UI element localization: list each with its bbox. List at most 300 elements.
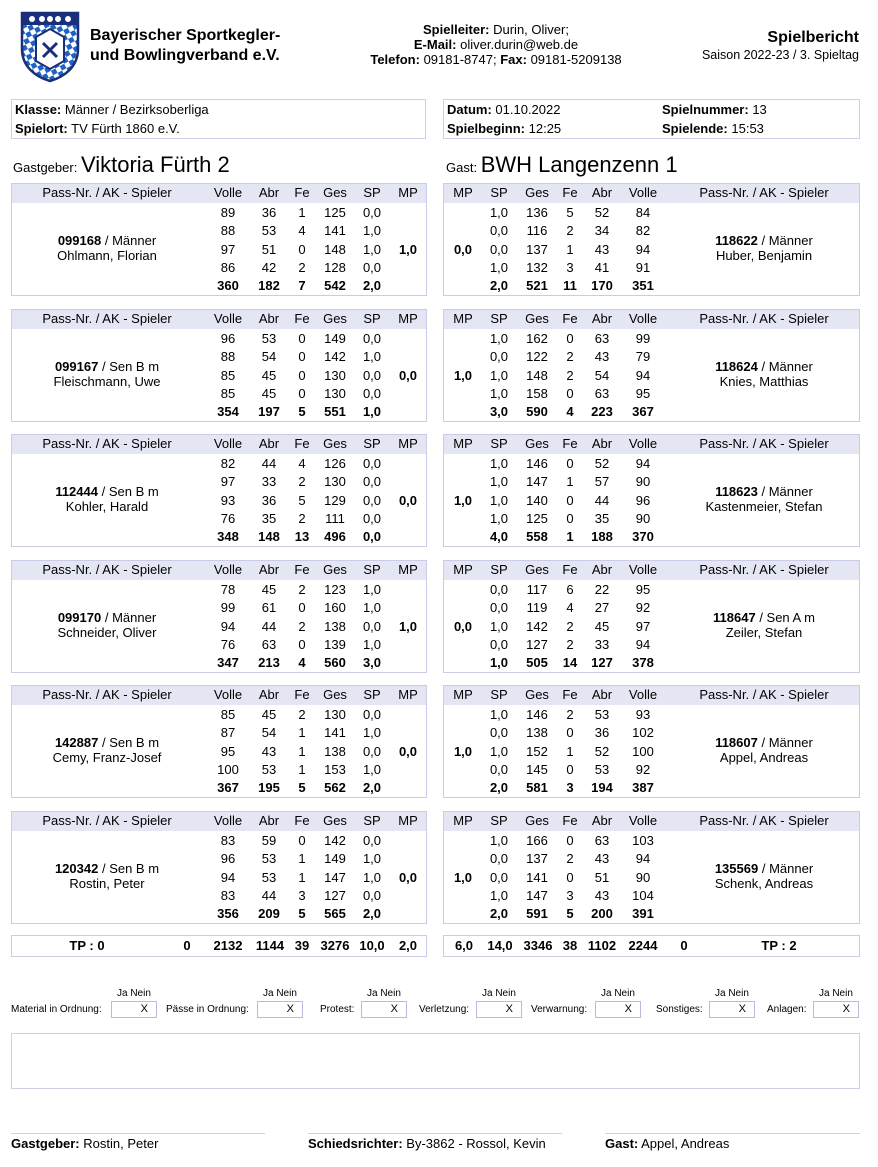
score-total-fe: 4 (298, 655, 306, 671)
score-cell-fe: 0 (566, 456, 574, 471)
score-total-abr: 209 (258, 906, 280, 922)
score-cell-fe: 0 (298, 349, 306, 365)
score-cell-sp: 0,0 (362, 259, 382, 275)
home-player-block (11, 560, 427, 673)
score-cell-sp: 0,0 (489, 851, 509, 867)
score-cell-fe: 4 (298, 223, 306, 239)
player-info (669, 359, 859, 389)
column-header-mp: MP (453, 562, 473, 577)
check-label: Anlagen: (767, 1004, 807, 1015)
leader-value: Durin, Oliver; (493, 22, 569, 37)
score-cell-fe: 0 (566, 492, 574, 508)
check-box[interactable]: X (476, 1001, 522, 1018)
home-tp: TP : 0 (69, 938, 105, 953)
column-header-volle: Volle (628, 813, 658, 828)
score-cell-volle: 90 (635, 869, 651, 885)
score-total-ges: 581 (526, 780, 548, 796)
column-header-ges: Ges (525, 311, 549, 326)
away-player-block (443, 811, 860, 924)
score-cell-ges: 147 (526, 474, 548, 490)
score-cell-ges: 138 (526, 725, 548, 741)
score-cell-abr: 43 (594, 241, 610, 257)
score-cell-fe: 3 (298, 887, 306, 903)
score-cell-abr: 52 (594, 743, 610, 759)
score-cell-sp: 0,0 (362, 456, 382, 471)
score-cell-fe: 2 (298, 582, 306, 597)
score-cell-sp: 0,0 (362, 743, 382, 759)
away-total-ges: 3346 (523, 938, 553, 953)
score-cell-sp: 1,0 (489, 367, 509, 383)
player-pass-number: 099168 (57, 233, 102, 248)
score-cell-sp: 0,0 (489, 600, 509, 616)
datum-value: 01.10.2022 (495, 102, 561, 117)
date-time-box (443, 99, 860, 139)
score-cell-ges: 126 (324, 456, 346, 471)
score-cell-ges: 152 (526, 743, 548, 759)
yes-no-header: Ja Nein (601, 988, 635, 999)
score-cell-sp: 1,0 (362, 851, 382, 867)
player-info (12, 233, 202, 263)
column-header-ges: Ges (323, 185, 347, 200)
check-label: Sonstiges: (656, 1004, 703, 1015)
score-cell-sp: 1,0 (489, 618, 509, 634)
home-total-sp: 10,0 (359, 938, 385, 953)
score-cell-fe: 2 (566, 851, 574, 867)
score-cell-ges: 130 (324, 707, 346, 722)
away-total-zero: 0 (680, 938, 688, 953)
score-cell-volle: 85 (220, 385, 236, 401)
home-total-zero: 0 (183, 938, 191, 953)
yes-no-header: Ja Nein (819, 988, 853, 999)
yes-no-header: Ja Nein (715, 988, 749, 999)
score-cell-abr: 42 (261, 259, 277, 275)
score-cell-volle: 94 (635, 456, 651, 471)
score-total-volle: 347 (217, 655, 239, 671)
score-cell-sp: 1,0 (362, 869, 382, 885)
score-cell-ges: 128 (324, 259, 346, 275)
column-header-abr: Abr (591, 687, 613, 702)
home-signature-value: Rostin, Peter (83, 1136, 159, 1151)
check-label: Verwarnung: (531, 1004, 588, 1015)
column-header-mp: MP (398, 436, 418, 451)
score-total-volle: 367 (217, 780, 239, 796)
column-header-abr: Abr (591, 185, 613, 200)
player-age-class: / Sen B m (101, 735, 160, 750)
score-cell-abr: 45 (594, 618, 610, 634)
score-cell-fe: 2 (566, 223, 574, 239)
score-cell-ges: 125 (526, 510, 548, 526)
score-total-ges: 558 (526, 529, 548, 545)
score-cell-ges: 149 (324, 851, 346, 867)
score-cell-abr: 52 (594, 456, 610, 471)
column-header-fe: Fe (294, 562, 310, 577)
score-cell-fe: 0 (566, 331, 574, 346)
score-cell-ges: 148 (526, 367, 548, 383)
nummer-label: Spielnummer: (662, 102, 749, 117)
yes-no-header: Ja Nein (263, 988, 297, 999)
player-pass-number: 099167 (54, 359, 99, 374)
score-cell-abr: 53 (261, 761, 277, 777)
score-cell-abr: 63 (594, 385, 610, 401)
column-header-volle: Volle (213, 562, 243, 577)
score-cell-fe: 2 (566, 707, 574, 722)
column-header-sp: SP (363, 813, 381, 828)
score-cell-volle: 94 (635, 851, 651, 867)
column-header-volle: Volle (628, 311, 658, 326)
column-header-volle: Volle (628, 436, 658, 451)
score-cell-volle: 96 (220, 331, 236, 346)
away-signature-label: Gast: (605, 1136, 639, 1151)
away-player-block (443, 685, 860, 798)
datum-label: Datum: (447, 102, 492, 117)
score-cell-ges: 162 (526, 331, 548, 346)
column-header-player: Pass-Nr. / AK - Spieler (42, 687, 172, 702)
score-cell-volle: 93 (635, 707, 651, 722)
score-cell-abr: 53 (261, 851, 277, 867)
score-cell-abr: 45 (261, 385, 277, 401)
player-name: Rostin, Peter (69, 876, 145, 891)
score-cell-ges: 141 (526, 869, 548, 885)
score-cell-fe: 0 (298, 600, 306, 616)
score-cell-abr: 44 (261, 456, 277, 471)
match-points: 0,0 (453, 241, 473, 257)
player-age-class: / Männer (761, 233, 813, 248)
check-box[interactable]: X (111, 1001, 157, 1018)
column-header-ges: Ges (323, 311, 347, 326)
score-cell-ges: 142 (324, 349, 346, 365)
away-total-abr: 1102 (587, 938, 617, 953)
column-header-mp: MP (453, 311, 473, 326)
player-pass-line (12, 359, 202, 374)
column-header-fe: Fe (562, 185, 578, 200)
score-total-sp: 2,0 (489, 780, 509, 796)
player-age-class: / Sen B m (101, 359, 160, 374)
column-header-sp: SP (363, 562, 381, 577)
away-signature-value: Appel, Andreas (641, 1136, 730, 1151)
column-header-fe: Fe (294, 185, 310, 200)
score-cell-volle: 94 (635, 367, 651, 383)
column-header-mp: MP (398, 813, 418, 828)
score-cell-volle: 96 (220, 851, 236, 867)
score-cell-volle: 85 (220, 707, 236, 722)
score-cell-ges: 130 (324, 474, 346, 490)
score-cell-abr: 35 (594, 510, 610, 526)
score-cell-abr: 51 (594, 869, 610, 885)
score-total-abr: 200 (591, 906, 613, 922)
yes-no-header: Ja Nein (117, 988, 151, 999)
away-player-block (443, 309, 860, 422)
score-total-abr: 197 (258, 404, 280, 420)
phone-value: 09181-8747; (423, 52, 497, 67)
score-total-sp: 1,0 (489, 655, 509, 671)
home-label: Gastgeber: (13, 160, 78, 175)
score-cell-volle: 93 (220, 492, 236, 508)
check-box[interactable]: X (361, 1001, 407, 1018)
score-total-abr: 188 (591, 529, 613, 545)
checks-row (0, 986, 878, 1026)
away-team-name: BWH Langenzenn 1 (480, 152, 678, 177)
score-cell-sp: 1,0 (362, 582, 382, 597)
score-cell-fe: 0 (566, 869, 574, 885)
score-cell-ges: 136 (526, 205, 548, 220)
player-info (669, 861, 859, 891)
column-header-fe: Fe (294, 813, 310, 828)
score-cell-abr: 63 (594, 331, 610, 346)
score-total-ges: 496 (324, 529, 346, 545)
column-header-mp: MP (453, 813, 473, 828)
score-cell-abr: 36 (594, 725, 610, 741)
score-cell-sp: 0,0 (362, 385, 382, 401)
score-cell-sp: 0,0 (362, 331, 382, 346)
score-cell-ges: 166 (526, 833, 548, 848)
score-total-fe: 14 (562, 655, 578, 671)
score-cell-sp: 0,0 (489, 636, 509, 652)
away-block-header (444, 561, 859, 580)
score-cell-volle: 76 (220, 510, 236, 526)
score-cell-fe: 6 (566, 582, 574, 597)
score-cell-volle: 90 (635, 510, 651, 526)
score-total-volle: 351 (632, 278, 654, 294)
home-block-header (12, 435, 426, 454)
score-total-sp: 0,0 (362, 529, 382, 545)
column-header-fe: Fe (294, 436, 310, 451)
column-header-abr: Abr (258, 311, 280, 326)
player-info (669, 484, 859, 514)
score-cell-sp: 1,0 (489, 833, 509, 848)
score-total-sp: 2,0 (489, 278, 509, 294)
ende-label: Spielende: (662, 121, 728, 136)
leader-label: Spielleiter: (423, 22, 490, 37)
score-cell-volle: 97 (220, 241, 236, 257)
score-cell-sp: 0,0 (362, 833, 382, 848)
score-cell-ges: 148 (324, 241, 346, 257)
score-cell-fe: 2 (298, 510, 306, 526)
score-cell-ges: 129 (324, 492, 346, 508)
score-cell-sp: 1,0 (489, 385, 509, 401)
score-total-fe: 5 (566, 906, 574, 922)
player-pass-line (669, 484, 859, 499)
check-box[interactable]: X (813, 1001, 859, 1018)
score-cell-sp: 1,0 (362, 241, 382, 257)
player-info (12, 359, 202, 389)
score-cell-sp: 1,0 (489, 474, 509, 490)
column-header-mp: MP (398, 185, 418, 200)
ende-value: 15:53 (731, 121, 764, 136)
score-total-abr: 170 (591, 278, 613, 294)
match-points: 0,0 (398, 492, 418, 508)
check-box[interactable]: X (595, 1001, 641, 1018)
match-points: 1,0 (398, 241, 418, 257)
match-points: 1,0 (453, 743, 473, 759)
score-total-fe: 1 (566, 529, 574, 545)
score-total-abr: 127 (591, 655, 613, 671)
score-total-fe: 3 (566, 780, 574, 796)
score-cell-ges: 122 (526, 349, 548, 365)
score-cell-abr: 27 (594, 600, 610, 616)
score-cell-fe: 1 (298, 761, 306, 777)
home-total-abr: 1144 (255, 938, 285, 953)
player-pass-number: 099170 (57, 610, 102, 625)
player-name: Huber, Benjamin (715, 248, 813, 263)
player-pass-number: 118622 (715, 233, 758, 248)
player-name: Ohlmann, Florian (57, 248, 157, 263)
score-cell-sp: 0,0 (362, 492, 382, 508)
player-pass-line (669, 359, 859, 374)
score-cell-ges: 145 (526, 761, 548, 777)
score-total-fe: 7 (298, 278, 306, 294)
column-header-player: Pass-Nr. / AK - Spieler (699, 311, 829, 326)
score-cell-abr: 33 (261, 474, 277, 490)
score-total-volle: 378 (632, 655, 654, 671)
column-header-fe: Fe (562, 311, 578, 326)
player-pass-number: 118624 (715, 359, 758, 374)
column-header-fe: Fe (562, 562, 578, 577)
score-cell-sp: 0,0 (362, 510, 382, 526)
column-header-ges: Ges (323, 436, 347, 451)
column-header-fe: Fe (562, 813, 578, 828)
score-cell-volle: 94 (635, 636, 651, 652)
score-total-abr: 213 (258, 655, 280, 671)
remarks-box[interactable] (11, 1033, 860, 1089)
home-team-name: Viktoria Fürth 2 (80, 152, 230, 177)
score-cell-fe: 1 (298, 205, 306, 220)
score-total-volle: 356 (217, 906, 239, 922)
score-cell-fe: 0 (298, 367, 306, 383)
home-total-fe: 39 (294, 938, 310, 953)
score-cell-sp: 0,0 (362, 367, 382, 383)
score-total-abr: 195 (258, 780, 280, 796)
score-total-abr: 182 (258, 278, 280, 294)
score-total-ges: 565 (324, 906, 346, 922)
match-points: 0,0 (453, 618, 473, 634)
score-cell-sp: 1,0 (489, 510, 509, 526)
check-box[interactable]: X (257, 1001, 303, 1018)
player-pass-line (669, 610, 859, 625)
score-cell-ges: 137 (526, 851, 548, 867)
away-totals-row (443, 935, 860, 957)
score-cell-fe: 4 (298, 456, 306, 471)
column-header-sp: SP (363, 185, 381, 200)
organization-name (90, 26, 280, 66)
away-total-volle: 2244 (628, 938, 658, 953)
player-name: Kohler, Harald (65, 499, 149, 514)
player-name: Schneider, Oliver (57, 625, 157, 640)
score-cell-sp: 1,0 (362, 725, 382, 741)
report-header (0, 0, 878, 90)
score-total-ges: 551 (324, 404, 346, 420)
contact-info (360, 22, 632, 67)
column-header-volle: Volle (213, 813, 243, 828)
score-cell-fe: 1 (298, 851, 306, 867)
column-header-player: Pass-Nr. / AK - Spieler (42, 311, 172, 326)
home-totals-row (11, 935, 427, 957)
score-total-volle: 391 (632, 906, 654, 922)
column-header-abr: Abr (591, 311, 613, 326)
score-cell-sp: 0,0 (489, 241, 509, 257)
home-block-header (12, 561, 426, 580)
column-header-abr: Abr (258, 185, 280, 200)
home-player-block (11, 685, 427, 798)
score-cell-sp: 1,0 (489, 887, 509, 903)
player-info (12, 861, 202, 891)
yes-no-header: Ja Nein (482, 988, 516, 999)
score-cell-ges: 141 (324, 223, 346, 239)
score-cell-sp: 0,0 (362, 474, 382, 490)
score-cell-sp: 1,0 (489, 331, 509, 346)
check-box[interactable]: X (709, 1001, 755, 1018)
away-player-block (443, 434, 860, 547)
score-total-abr: 194 (591, 780, 613, 796)
column-header-volle: Volle (628, 687, 658, 702)
score-cell-fe: 1 (566, 474, 574, 490)
column-header-sp: SP (490, 562, 508, 577)
score-cell-volle: 94 (220, 618, 236, 634)
score-cell-volle: 94 (635, 241, 651, 257)
score-cell-abr: 53 (261, 331, 277, 346)
player-age-class: / Männer (104, 610, 157, 625)
score-cell-sp: 0,0 (362, 887, 382, 903)
season-label: Saison 2022-23 / 3. Spieltag (701, 48, 859, 62)
column-header-ges: Ges (525, 436, 549, 451)
score-cell-fe: 2 (566, 636, 574, 652)
column-header-abr: Abr (258, 436, 280, 451)
score-cell-sp: 1,0 (489, 492, 509, 508)
away-block-header (444, 310, 859, 329)
column-header-volle: Volle (213, 185, 243, 200)
score-cell-fe: 2 (298, 707, 306, 722)
score-cell-abr: 41 (594, 259, 610, 275)
home-block-header (12, 310, 426, 329)
score-cell-ges: 116 (526, 223, 548, 239)
score-cell-volle: 95 (220, 743, 236, 759)
score-cell-ges: 153 (324, 761, 346, 777)
score-cell-volle: 92 (635, 761, 651, 777)
score-cell-ges: 146 (526, 707, 548, 722)
score-cell-ges: 123 (324, 582, 346, 597)
score-cell-volle: 88 (220, 349, 236, 365)
score-cell-ges: 132 (526, 259, 548, 275)
score-cell-abr: 45 (261, 582, 277, 597)
score-cell-ges: 138 (324, 743, 346, 759)
score-cell-volle: 99 (635, 331, 651, 346)
score-total-fe: 5 (298, 404, 306, 420)
score-total-ges: 591 (526, 906, 548, 922)
score-cell-sp: 1,0 (489, 743, 509, 759)
away-team-heading (446, 152, 678, 178)
home-total-volle: 2132 (213, 938, 243, 953)
score-cell-ges: 142 (324, 833, 346, 848)
player-pass-line (12, 484, 202, 499)
column-header-player: Pass-Nr. / AK - Spieler (699, 562, 829, 577)
player-pass-number: 118623 (715, 484, 758, 499)
player-info (12, 484, 202, 514)
email-value[interactable]: oliver.durin@web.de (460, 37, 579, 52)
score-cell-fe: 4 (566, 600, 574, 616)
column-header-abr: Abr (591, 562, 613, 577)
column-header-abr: Abr (258, 813, 280, 828)
score-cell-ges: 138 (324, 618, 346, 634)
score-cell-sp: 0,0 (362, 707, 382, 722)
yes-no-header: Ja Nein (367, 988, 401, 999)
score-total-sp: 3,0 (362, 655, 382, 671)
score-cell-ges: 125 (324, 205, 346, 220)
email-label: E-Mail: (413, 37, 457, 52)
score-total-ges: 521 (526, 278, 548, 294)
home-total-ges: 3276 (320, 938, 350, 953)
away-block-header (444, 435, 859, 454)
column-header-abr: Abr (591, 813, 613, 828)
column-header-mp: MP (453, 436, 473, 451)
